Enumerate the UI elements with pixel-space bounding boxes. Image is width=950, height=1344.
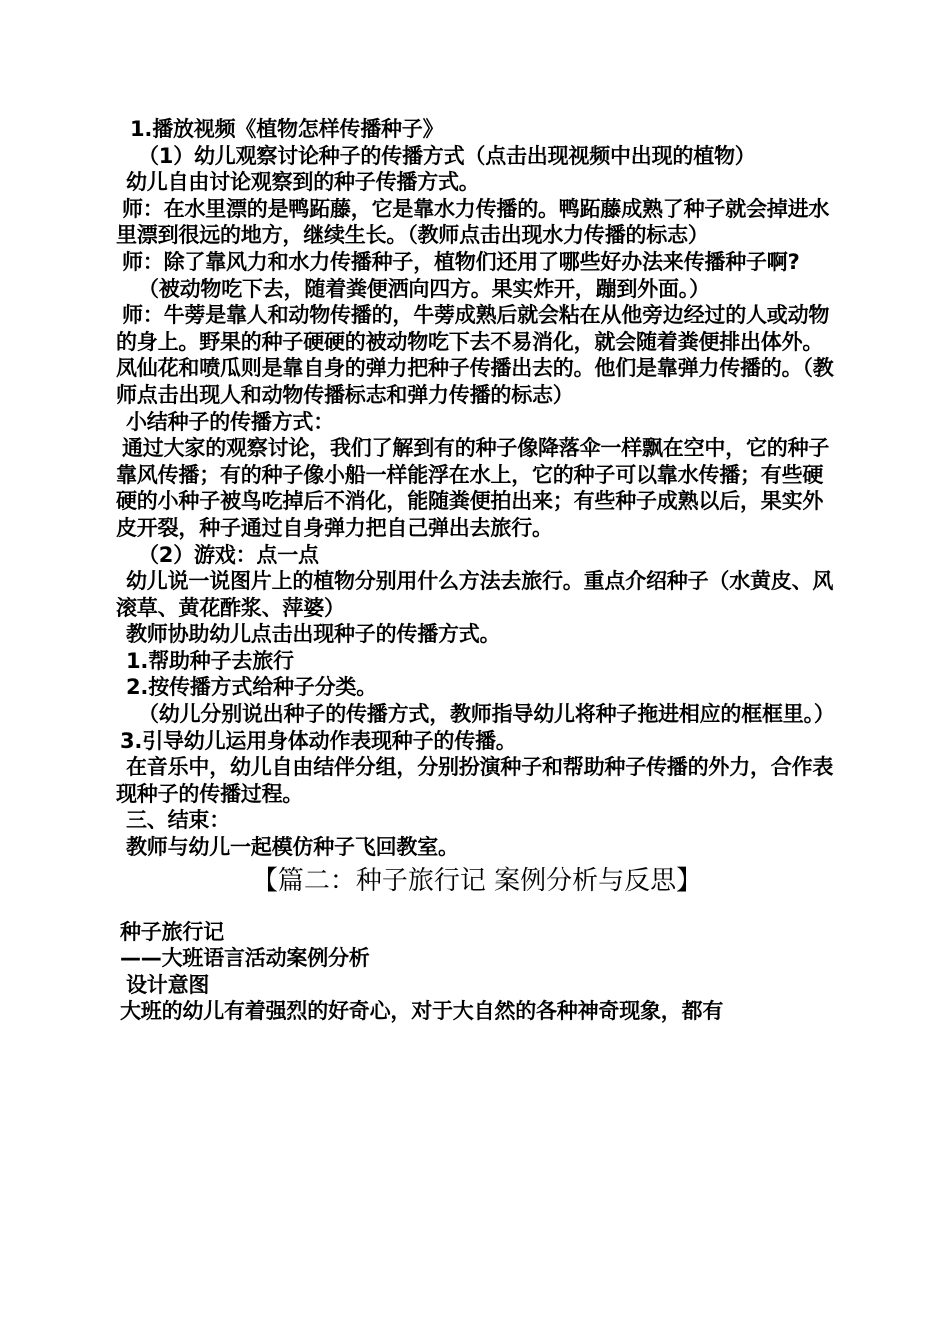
paragraph: 在音乐中，幼儿自由结伴分组，分别扮演种子和帮助种子传播的外力，合作表现种子的传播过程。 bbox=[116, 755, 834, 806]
paragraph: 2.按传播方式给种子分类。 bbox=[126, 675, 377, 700]
paragraph: 3.引导幼儿运用身体动作表现种子的传播。 bbox=[120, 728, 517, 753]
paragraph: 教师协助幼儿点击出现种子的传播方式。 bbox=[126, 622, 501, 647]
paragraph: ——大班语言活动案例分析 bbox=[120, 946, 370, 971]
paragraph: 1.播放视频《植物怎样传播种子》 bbox=[130, 117, 444, 141]
paragraph: 师：除了靠风力和水力传播种子，植物们还用了哪些好办法来传播种子啊? bbox=[122, 249, 800, 274]
paragraph: 1.帮助种子去旅行 bbox=[126, 648, 294, 673]
document-body bbox=[116, 116, 838, 1025]
section-title: 【篇二：种子旅行记 案例分析与反思】 bbox=[251, 865, 703, 896]
paragraph: （幼儿分别说出种子的传播方式，教师指导幼儿将种子拖进相应的框框里。） bbox=[138, 702, 835, 727]
paragraph: 幼儿说一说图片上的植物分别用什么方法去旅行。重点介绍种子（水黄皮、风滚草、黄花酢浆、萍婆） bbox=[116, 569, 834, 620]
paragraph: 通过大家的观察讨论，我们了解到有的种子像降落伞一样飘在空中，它的种子靠风传播；有的种子像小船一样能浮在水上，它的种子可以靠水传播；有些硬硬的小种子被鸟吃掉后不消化，能随粪便拍出来；有些种子成熟以后，果实外皮开裂，种子通过自身弹力把自己弹出去旅行。 bbox=[116, 436, 830, 540]
paragraph: （1）幼儿观察讨论种子的传播方式（点击出现视频中出现的植物） bbox=[138, 143, 756, 168]
paragraph: 幼儿自由讨论观察到的种子传播方式。 bbox=[126, 170, 480, 195]
paragraph: 设计意图 bbox=[126, 972, 210, 997]
paragraph: 大班的幼儿有着强烈的好奇心，对于大自然的各种神奇现象，都有 bbox=[120, 999, 724, 1024]
paragraph: 教师与幼儿一起模仿种子飞回教室。 bbox=[126, 835, 459, 860]
paragraph: 小结种子的传播方式： bbox=[126, 409, 334, 434]
paragraph: 三、结束： bbox=[126, 808, 230, 833]
paragraph: 师：牛蒡是靠人和动物传播的，牛蒡成熟后就会粘在从他旁边经过的人或动物的身上。野果的种子硬硬的被动物吃下去不易消化，就会随着粪便排出体外。凤仙花和喷瓜则是靠自身的弹力把种子传播出去的。他们是靠弹力传播的。（教师点击出现人和动物传播标志和弹力传播的标志） bbox=[116, 303, 834, 407]
paragraph: （被动物吃下去，随着粪便洒向四方。果实炸开，蹦到外面。） bbox=[138, 276, 710, 301]
paragraph: （2）游戏：点一点 bbox=[138, 542, 319, 567]
paragraph: 师：在水里漂的是鸭跖藤，它是靠水力传播的。鸭跖藤成熟了种子就会掉进水里漂到很远的地方，继续生长。（教师点击出现水力传播的标志） bbox=[116, 196, 830, 248]
paragraph: 种子旅行记 bbox=[120, 919, 224, 944]
